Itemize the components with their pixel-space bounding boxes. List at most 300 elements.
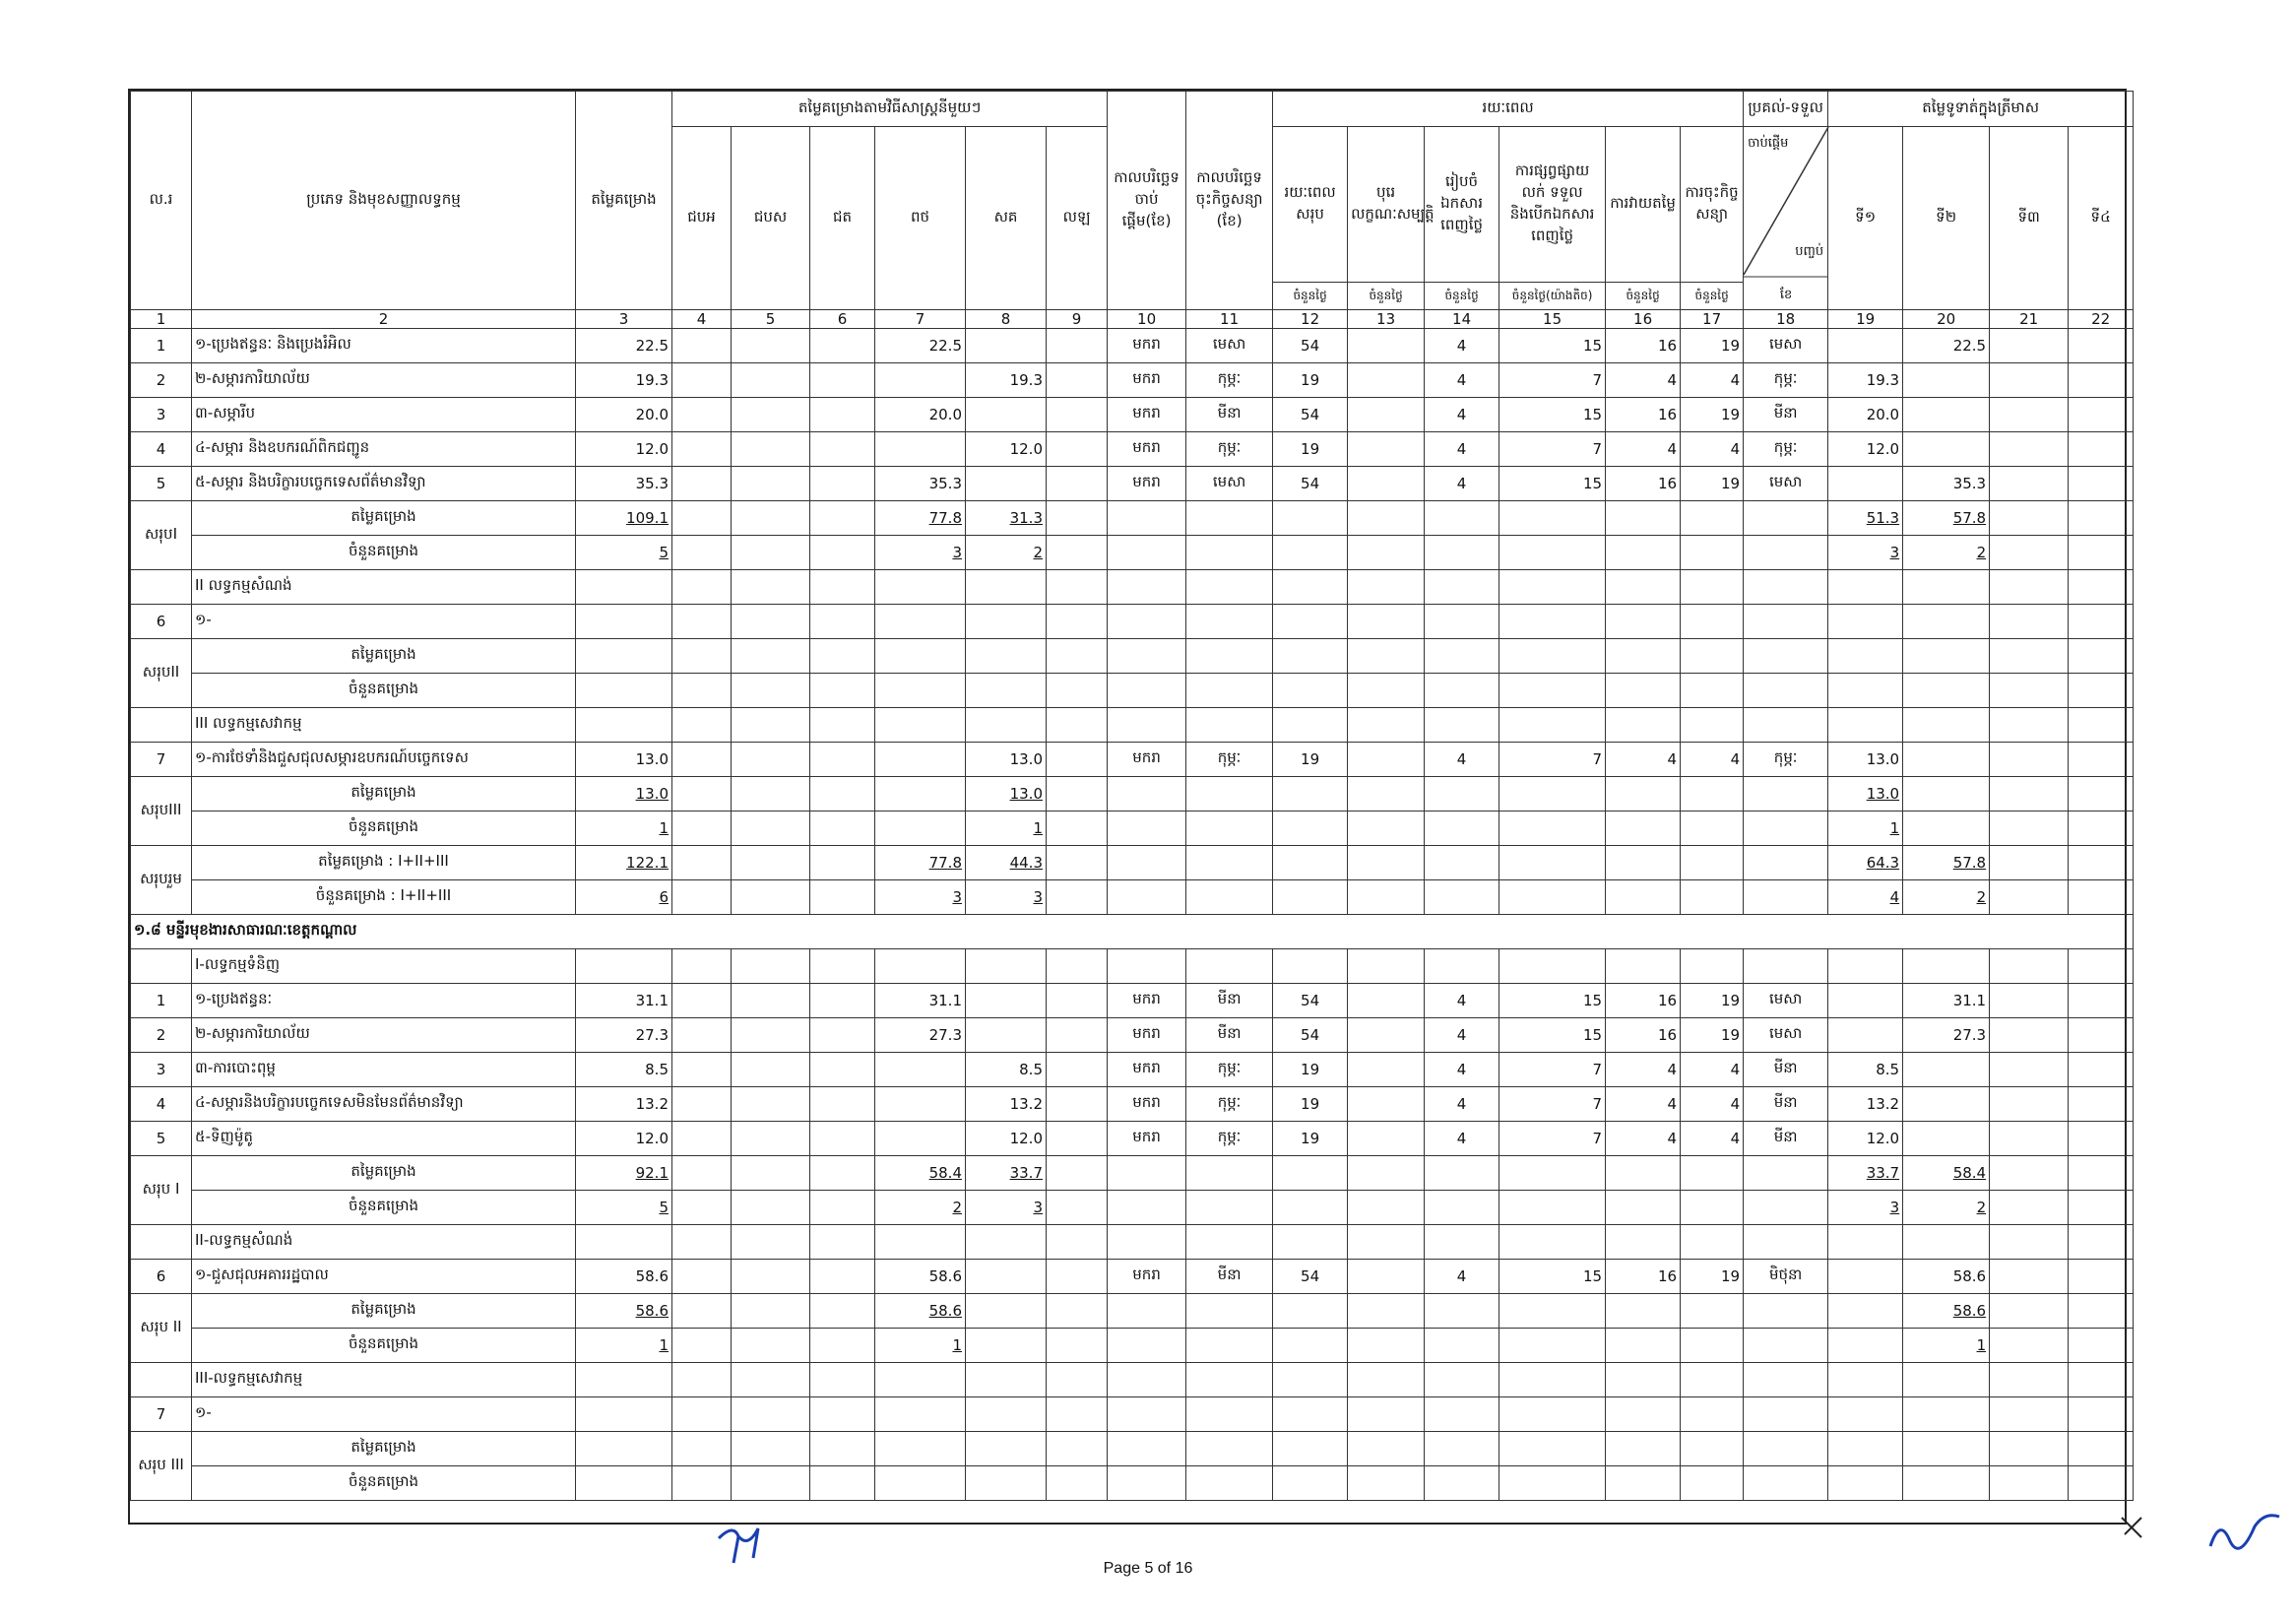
source-cell [732,432,810,467]
column-index: 9 [1047,310,1108,329]
empty-cell [1425,1191,1499,1225]
source-value [875,605,966,639]
source-cell [732,1122,810,1156]
subtotal-sublabel: ចំនួនគម្រោង [192,1191,576,1225]
subtotal-quarter: 1 [1828,812,1903,846]
empty-cell [1108,501,1186,536]
contract-month: មីនា [1186,984,1273,1018]
source-value: 22.5 [875,329,966,363]
period-value: 19 [1273,1122,1348,1156]
quarter-value [1990,329,2069,363]
empty-cell [810,949,875,984]
quarter-value [1903,398,1990,432]
col-quarter: ទី១ [1828,127,1903,310]
empty-cell [1499,536,1606,570]
empty-cell [1606,1225,1681,1260]
subtotal-source: 31.3 [966,501,1047,536]
empty-cell [1681,880,1744,915]
quarter-value [1990,1087,2069,1122]
empty-cell [1681,708,1744,743]
period-value: 7 [1499,1087,1606,1122]
subtotal-quarter: 2 [1903,880,1990,915]
source-cell [732,1191,810,1225]
estimate-value: 58.6 [576,1260,672,1294]
empty-cell [1273,570,1348,605]
source-cell [672,639,732,674]
column-index: 7 [875,310,966,329]
empty-cell [1744,501,1828,536]
row-name: ៥-សម្ភារ និងបរិក្ខារបច្ចេកទេសព័ត៌មានវិទ្យា [192,467,576,501]
source-value [875,743,966,777]
quarter-value: 12.0 [1828,1122,1903,1156]
category-heading: II-លទ្ធកម្មសំណង់ [192,1225,576,1260]
subtotal-source [875,812,966,846]
period-value [1681,605,1744,639]
estimate-value: 12.0 [576,432,672,467]
subtotal-estimate: 5 [576,1191,672,1225]
source-cell [672,536,732,570]
subtotal-label: សរុបរួម [131,846,192,915]
row-name: ២-សម្ភារការិយាល័យ [192,363,576,398]
empty-cell [1348,1225,1425,1260]
quarter-value: 27.3 [1903,1018,1990,1053]
subtotal-source: 2 [875,1191,966,1225]
period-value: 16 [1606,329,1681,363]
delivery-month: មីនា [1744,1053,1828,1087]
period-value: 4 [1425,1260,1499,1294]
empty-cell [1425,1156,1499,1191]
empty-cell [1425,501,1499,536]
empty-cell [1606,536,1681,570]
table-row [131,1087,2134,1122]
empty-cell [1828,949,1903,984]
empty-cell [1990,1466,2069,1501]
subtotal-estimate: 58.6 [576,1294,672,1329]
empty-cell [1990,846,2069,880]
source-value [966,1397,1047,1432]
period-value: 54 [1273,467,1348,501]
subtotal-estimate [576,674,672,708]
empty-cell [1108,674,1186,708]
empty-cell [1348,1329,1425,1363]
source-cell [732,1329,810,1363]
period-value [1499,605,1606,639]
quarter-value [1990,363,2069,398]
period-value [1273,605,1348,639]
col-period-unit: ចំនួនថ្ងៃ [1606,283,1681,310]
empty-cell [1273,1225,1348,1260]
empty-cell [810,1225,875,1260]
category-heading: I-លទ្ធកម្មទំនិញ [192,949,576,984]
row-number: 6 [131,1260,192,1294]
empty-cell [1273,949,1348,984]
table-row [131,605,2134,639]
estimate-value: 27.3 [576,1018,672,1053]
empty-cell [1499,846,1606,880]
contract-month: មីនា [1186,1018,1273,1053]
empty-cell [1744,1432,1828,1466]
subtotal-quarter: 57.8 [1903,846,1990,880]
quarter-value [2069,363,2134,398]
empty-cell [966,708,1047,743]
empty-cell [1990,501,2069,536]
empty-cell [1425,812,1499,846]
source-cell [1047,536,1108,570]
period-value: 4 [1606,1122,1681,1156]
source-cell [732,1156,810,1191]
empty-cell [2069,1432,2134,1466]
row-number: 3 [131,1053,192,1087]
column-index: 6 [810,310,875,329]
empty-cell [1990,1294,2069,1329]
source-value [966,1260,1047,1294]
source-cell [810,536,875,570]
quarter-value [2069,1087,2134,1122]
contract-month: កុម្ភៈ [1186,1053,1273,1087]
contract-month: កុម្ភៈ [1186,432,1273,467]
subtotal-estimate: 1 [576,812,672,846]
empty-cell [1499,777,1606,812]
source-cell [1047,880,1108,915]
empty-cell [1425,708,1499,743]
column-index-row [131,310,2134,329]
source-cell [1047,1191,1108,1225]
empty-cell [1499,880,1606,915]
empty-cell [1606,1156,1681,1191]
column-index: 18 [1744,310,1828,329]
empty-cell [1348,949,1425,984]
subtotal-estimate: 6 [576,880,672,915]
source-cell [732,1397,810,1432]
source-value: 35.3 [875,467,966,501]
source-cell [732,1466,810,1501]
contract-month: មេសា [1186,467,1273,501]
empty-cell [2069,1294,2134,1329]
source-cell [672,1329,732,1363]
page-footer: Page 5 of 16 [1103,1560,1193,1577]
source-cell [810,984,875,1018]
col-period-unit: ចំនួនថ្ងៃ [1348,283,1425,310]
empty-cell [1108,846,1186,880]
empty-cell [1108,1225,1186,1260]
source-cell [810,467,875,501]
source-cell [1047,846,1108,880]
period-value [1348,743,1425,777]
subtotal-source [966,1466,1047,1501]
column-index: 3 [576,310,672,329]
source-cell [810,777,875,812]
col-period-unit: ចំនួនថ្ងៃ [1681,283,1744,310]
empty-cell [1348,777,1425,812]
table-row [131,1225,2134,1260]
period-value: 4 [1425,743,1499,777]
empty-cell [2069,1225,2134,1260]
quarter-value [1903,1122,1990,1156]
empty-cell [966,1363,1047,1397]
table-row [131,398,2134,432]
quarter-value [1990,398,2069,432]
empty-cell [2069,570,2134,605]
period-value: 19 [1681,329,1744,363]
quarter-value [2069,743,2134,777]
empty-cell [1425,536,1499,570]
source-cell [672,1260,732,1294]
period-value [1348,363,1425,398]
empty-cell [2069,846,2134,880]
procurement-table-sheet [128,89,2127,1525]
source-value [875,1397,966,1432]
col-quarter: ទី៣ [1990,127,2069,310]
table-row [131,949,2134,984]
row-number: 4 [131,432,192,467]
source-cell [810,674,875,708]
quarter-value [1990,605,2069,639]
subtotal-sublabel: ចំនួនគម្រោង [192,1329,576,1363]
empty-cell [1273,777,1348,812]
source-value: 12.0 [966,1122,1047,1156]
source-value [875,1122,966,1156]
empty-cell [131,708,192,743]
empty-cell [1348,1294,1425,1329]
source-cell [1047,329,1108,363]
quarter-value [2069,398,2134,432]
col-contract-date: កាលបរិច្ឆេទចុះកិច្ចសន្យា (ខែ) [1186,92,1273,310]
col-delivery-group: ប្រគល់-ទទួល [1744,92,1828,127]
estimate-value: 35.3 [576,467,672,501]
empty-cell [1606,674,1681,708]
source-cell [810,639,875,674]
quarter-value [1828,984,1903,1018]
empty-cell [1606,501,1681,536]
subtotal-quarter [1903,674,1990,708]
quarter-value: 22.5 [1903,329,1990,363]
row-number: 1 [131,984,192,1018]
empty-cell [1499,1329,1606,1363]
quarter-value: 20.0 [1828,398,1903,432]
source-cell [672,605,732,639]
empty-cell [1828,1225,1903,1260]
source-value: 20.0 [875,398,966,432]
empty-cell [1108,1432,1186,1466]
delivery-month: កុម្ភៈ [1744,363,1828,398]
empty-cell [1348,1156,1425,1191]
contract-month: កុម្ភៈ [1186,1122,1273,1156]
source-cell [1047,605,1108,639]
source-cell [672,1053,732,1087]
subtotal-sublabel: តម្លៃគម្រោង [192,1156,576,1191]
source-cell [672,1397,732,1432]
period-value: 19 [1273,1087,1348,1122]
source-cell [672,501,732,536]
source-cell [732,1260,810,1294]
period-value: 16 [1606,467,1681,501]
subtotal-quarter [1828,1466,1903,1501]
table-row [131,329,2134,363]
source-cell [1047,432,1108,467]
delivery-month: មីនា [1744,1087,1828,1122]
empty-cell [1606,949,1681,984]
source-cell [810,501,875,536]
empty-cell [1186,1329,1273,1363]
period-value: 7 [1499,1122,1606,1156]
empty-cell [576,708,672,743]
empty-cell [1499,674,1606,708]
empty-cell [966,1225,1047,1260]
source-cell [810,1122,875,1156]
estimate-value: 22.5 [576,329,672,363]
empty-cell [1425,880,1499,915]
quarter-value [1828,1018,1903,1053]
delivery-start: ចាប់ផ្តើម [1748,136,1789,151]
source-cell [732,329,810,363]
table-row [131,570,2134,605]
source-cell [672,1018,732,1053]
empty-cell [1108,536,1186,570]
empty-cell [1681,777,1744,812]
source-cell [732,674,810,708]
empty-cell [1681,1329,1744,1363]
subtotal-source [875,777,966,812]
empty-cell [1348,674,1425,708]
source-cell [810,1156,875,1191]
empty-cell [1186,1156,1273,1191]
subtotal-quarter [1903,1432,1990,1466]
empty-cell [966,570,1047,605]
empty-cell [1606,570,1681,605]
period-value: 16 [1606,398,1681,432]
quarter-value [1903,1397,1990,1432]
quarter-value [2069,329,2134,363]
empty-cell [1273,1432,1348,1466]
subtotal-quarter: 33.7 [1828,1156,1903,1191]
period-value: 4 [1681,1053,1744,1087]
delivery-end: បញ្ចប់ [1795,244,1824,259]
period-value [1348,398,1425,432]
empty-cell [1108,1363,1186,1397]
col-start-date: កាលបរិច្ឆេទចាប់ផ្តើម(ខែ) [1108,92,1186,310]
source-cell [1047,777,1108,812]
empty-cell [1273,1466,1348,1501]
source-value [966,1018,1047,1053]
source-cell [732,880,810,915]
empty-cell [576,1225,672,1260]
row-number: 3 [131,398,192,432]
subtotal-label: សរុបIII [131,777,192,846]
procurement-table [130,91,2134,1501]
quarter-value [2069,1260,2134,1294]
empty-cell [1990,1329,2069,1363]
empty-cell [1186,1432,1273,1466]
col-source: លឡ [1047,127,1108,310]
period-value: 4 [1425,1087,1499,1122]
delivery-month: មេសា [1744,1018,1828,1053]
source-cell [810,398,875,432]
empty-cell [1606,639,1681,674]
table-row [131,846,2134,880]
handwritten-initial-mark [714,1519,773,1568]
handwritten-signature [2205,1507,2284,1556]
row-name: ៥-ទិញម៉ូតូ [192,1122,576,1156]
column-index: 1 [131,310,192,329]
source-value: 13.0 [966,743,1047,777]
column-index: 17 [1681,310,1744,329]
estimate-value: 13.0 [576,743,672,777]
source-cell [732,398,810,432]
empty-cell [1108,880,1186,915]
empty-cell [2069,777,2134,812]
empty-cell [1425,1225,1499,1260]
empty-cell [1606,1191,1681,1225]
empty-cell [1348,1191,1425,1225]
period-value [1348,1018,1425,1053]
source-cell [1047,812,1108,846]
source-cell [672,1122,732,1156]
empty-cell [1425,1294,1499,1329]
empty-cell [1186,536,1273,570]
col-delivery [1744,127,1828,310]
empty-cell [1744,570,1828,605]
source-cell [672,880,732,915]
period-value: 16 [1606,984,1681,1018]
period-value: 19 [1681,1018,1744,1053]
source-cell [672,432,732,467]
quarter-value: 13.0 [1828,743,1903,777]
column-index: 16 [1606,310,1681,329]
empty-cell [1499,1156,1606,1191]
source-value: 8.5 [966,1053,1047,1087]
period-value: 19 [1681,984,1744,1018]
quarter-value: 31.1 [1903,984,1990,1018]
empty-cell [1606,777,1681,812]
period-value [1681,1397,1744,1432]
empty-cell [1273,501,1348,536]
subtotal-source: 3 [875,536,966,570]
column-index: 5 [732,310,810,329]
empty-cell [576,570,672,605]
quarter-value [1903,1053,1990,1087]
empty-cell [1990,777,2069,812]
empty-cell [1744,777,1828,812]
empty-cell [1990,1225,2069,1260]
start-month: មករា [1108,363,1186,398]
empty-cell [1606,1432,1681,1466]
subtotal-sublabel: តម្លៃគម្រោង [192,639,576,674]
source-cell [1047,1432,1108,1466]
period-value: 4 [1681,743,1744,777]
period-value [1606,1397,1681,1432]
period-value [1348,329,1425,363]
start-month: មករា [1108,984,1186,1018]
quarter-value: 13.2 [1828,1087,1903,1122]
source-cell [1047,363,1108,398]
source-cell [672,984,732,1018]
period-value: 4 [1681,1087,1744,1122]
empty-cell [1425,639,1499,674]
period-value: 19 [1273,743,1348,777]
empty-cell [1828,708,1903,743]
empty-cell [1903,949,1990,984]
estimate-value: 12.0 [576,1122,672,1156]
empty-cell [1499,949,1606,984]
empty-cell [875,1363,966,1397]
source-cell [1047,1018,1108,1053]
source-cell [732,639,810,674]
period-value [1348,605,1425,639]
source-value: 27.3 [875,1018,966,1053]
table-row [131,1432,2134,1466]
subtotal-estimate: 92.1 [576,1156,672,1191]
subtotal-source: 3 [966,880,1047,915]
